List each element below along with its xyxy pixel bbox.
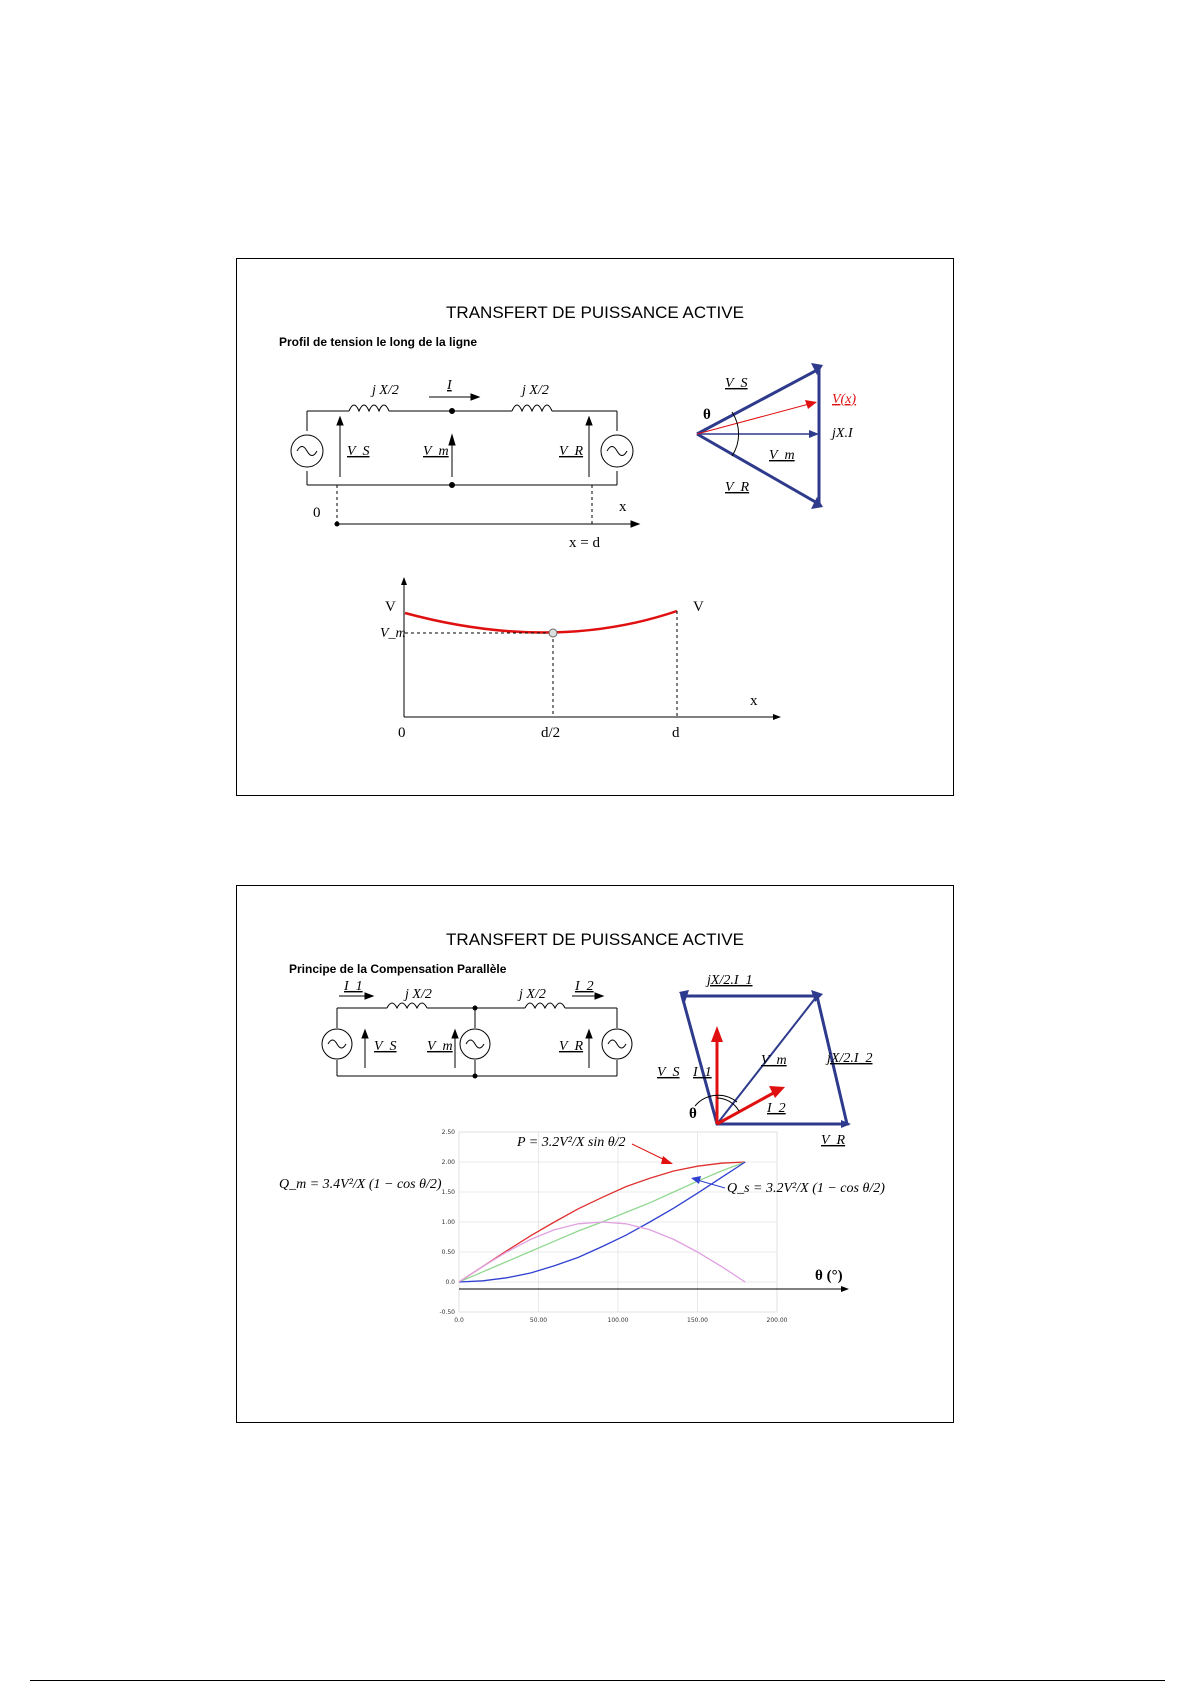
chart-x-tick: 200.00 xyxy=(766,1317,788,1324)
i2-label: I_2 xyxy=(575,979,594,994)
vs-label: V_S xyxy=(347,444,370,459)
chart-x-tick: 100.00 xyxy=(607,1317,629,1324)
reactance-left-label: j X/2 xyxy=(405,987,432,1002)
phasor-vr-label: V_R xyxy=(821,1133,846,1148)
vm-label: V_m xyxy=(423,444,449,459)
phasor-right-label: jX/2.I_2 xyxy=(827,1051,873,1066)
vr-label: V_R xyxy=(559,1039,584,1054)
i1-label: I_1 xyxy=(344,979,363,994)
reactance-right-label: j X/2 xyxy=(519,987,546,1002)
phasor-vx-label: V(x) xyxy=(832,392,857,407)
chart-y-tick: 0.50 xyxy=(441,1249,455,1256)
voltage-profile-plot xyxy=(401,577,781,720)
equation-qs: Q_s = 3.2V²/X (1 − cos θ/2) xyxy=(727,1181,885,1196)
vs-label: V_S xyxy=(374,1039,397,1054)
phasor-theta-label: θ xyxy=(703,407,711,423)
reactance-left-label: j X/2 xyxy=(372,383,399,398)
chart-y-tick: 0.0 xyxy=(445,1279,455,1286)
profile-v-top: V xyxy=(385,599,396,615)
slide-subtitle: Profil de tension le long de la ligne xyxy=(279,335,478,349)
vr-label: V_R xyxy=(559,444,584,459)
phasor-vs-label: V_S xyxy=(725,376,748,391)
reactance-right-label: j X/2 xyxy=(522,383,549,398)
profile-origin: 0 xyxy=(398,725,406,741)
inductor-left xyxy=(349,405,389,411)
slide-subtitle: Principe de la Compensation Parallèle xyxy=(289,962,507,976)
current-label: I xyxy=(447,378,452,393)
phasor-vs-label: V_S xyxy=(657,1065,680,1080)
chart-x-label: θ (°) xyxy=(815,1268,843,1284)
slide2-figures xyxy=(237,886,952,1421)
voltage-profile-curve xyxy=(405,611,677,633)
slide-title: TRANSFERT DE PUISSANCE ACTIVE xyxy=(446,303,744,322)
chart-x-tick: 50.00 xyxy=(529,1317,548,1324)
slide1-figures xyxy=(237,259,952,794)
chart-y-tick: 2.00 xyxy=(441,1159,455,1166)
chart-x-tick: 0.0 xyxy=(454,1317,464,1324)
chart-y-tick: 1.00 xyxy=(441,1219,455,1226)
profile-tick-end: d xyxy=(672,725,680,741)
profile-x-label: x xyxy=(750,693,758,709)
end-label: x = d xyxy=(569,535,600,551)
phasor-diagram xyxy=(697,363,823,509)
phasor-vm-label: V_m xyxy=(761,1053,787,1068)
phasor-jxi-label: jX.I xyxy=(832,426,853,441)
inductor-right xyxy=(512,405,552,411)
slide-voltage-profile xyxy=(236,258,954,796)
profile-tick-mid: d/2 xyxy=(541,725,561,741)
slide-parallel-compensation xyxy=(236,885,954,1423)
phasor-theta-label: θ xyxy=(689,1106,697,1122)
chart-y-tick: -0.50 xyxy=(439,1309,455,1316)
x-axis-label: x xyxy=(619,499,627,515)
phasor-top-label: jX/2.I_1 xyxy=(707,973,753,988)
power-chart xyxy=(439,1129,849,1324)
slide-title: TRANSFERT DE PUISSANCE ACTIVE xyxy=(446,930,744,949)
phasor-vr-label: V_R xyxy=(725,480,750,495)
page-bottom-rule xyxy=(30,1680,1165,1681)
phasor-vm-label: V_m xyxy=(769,448,795,463)
phasor-i1-label: I_1 xyxy=(693,1065,712,1080)
line-circuit xyxy=(291,394,639,527)
equation-qm: Q_m = 3.4V²/X (1 − cos θ/2) xyxy=(279,1177,442,1192)
chart-x-tick: 150.00 xyxy=(687,1317,708,1324)
phasor-i2-label: I_2 xyxy=(767,1101,786,1116)
vm-label: V_m xyxy=(427,1039,453,1054)
profile-vm-label: V_m xyxy=(380,626,406,641)
chart-y-tick: 1.50 xyxy=(441,1189,455,1196)
equation-p: P = 3.2V²/X sin θ/2 xyxy=(517,1135,626,1150)
profile-v-right: V xyxy=(693,599,704,615)
compensation-circuit xyxy=(322,993,632,1078)
chart-y-tick: 2.50 xyxy=(441,1129,455,1136)
origin-label: 0 xyxy=(313,505,321,521)
